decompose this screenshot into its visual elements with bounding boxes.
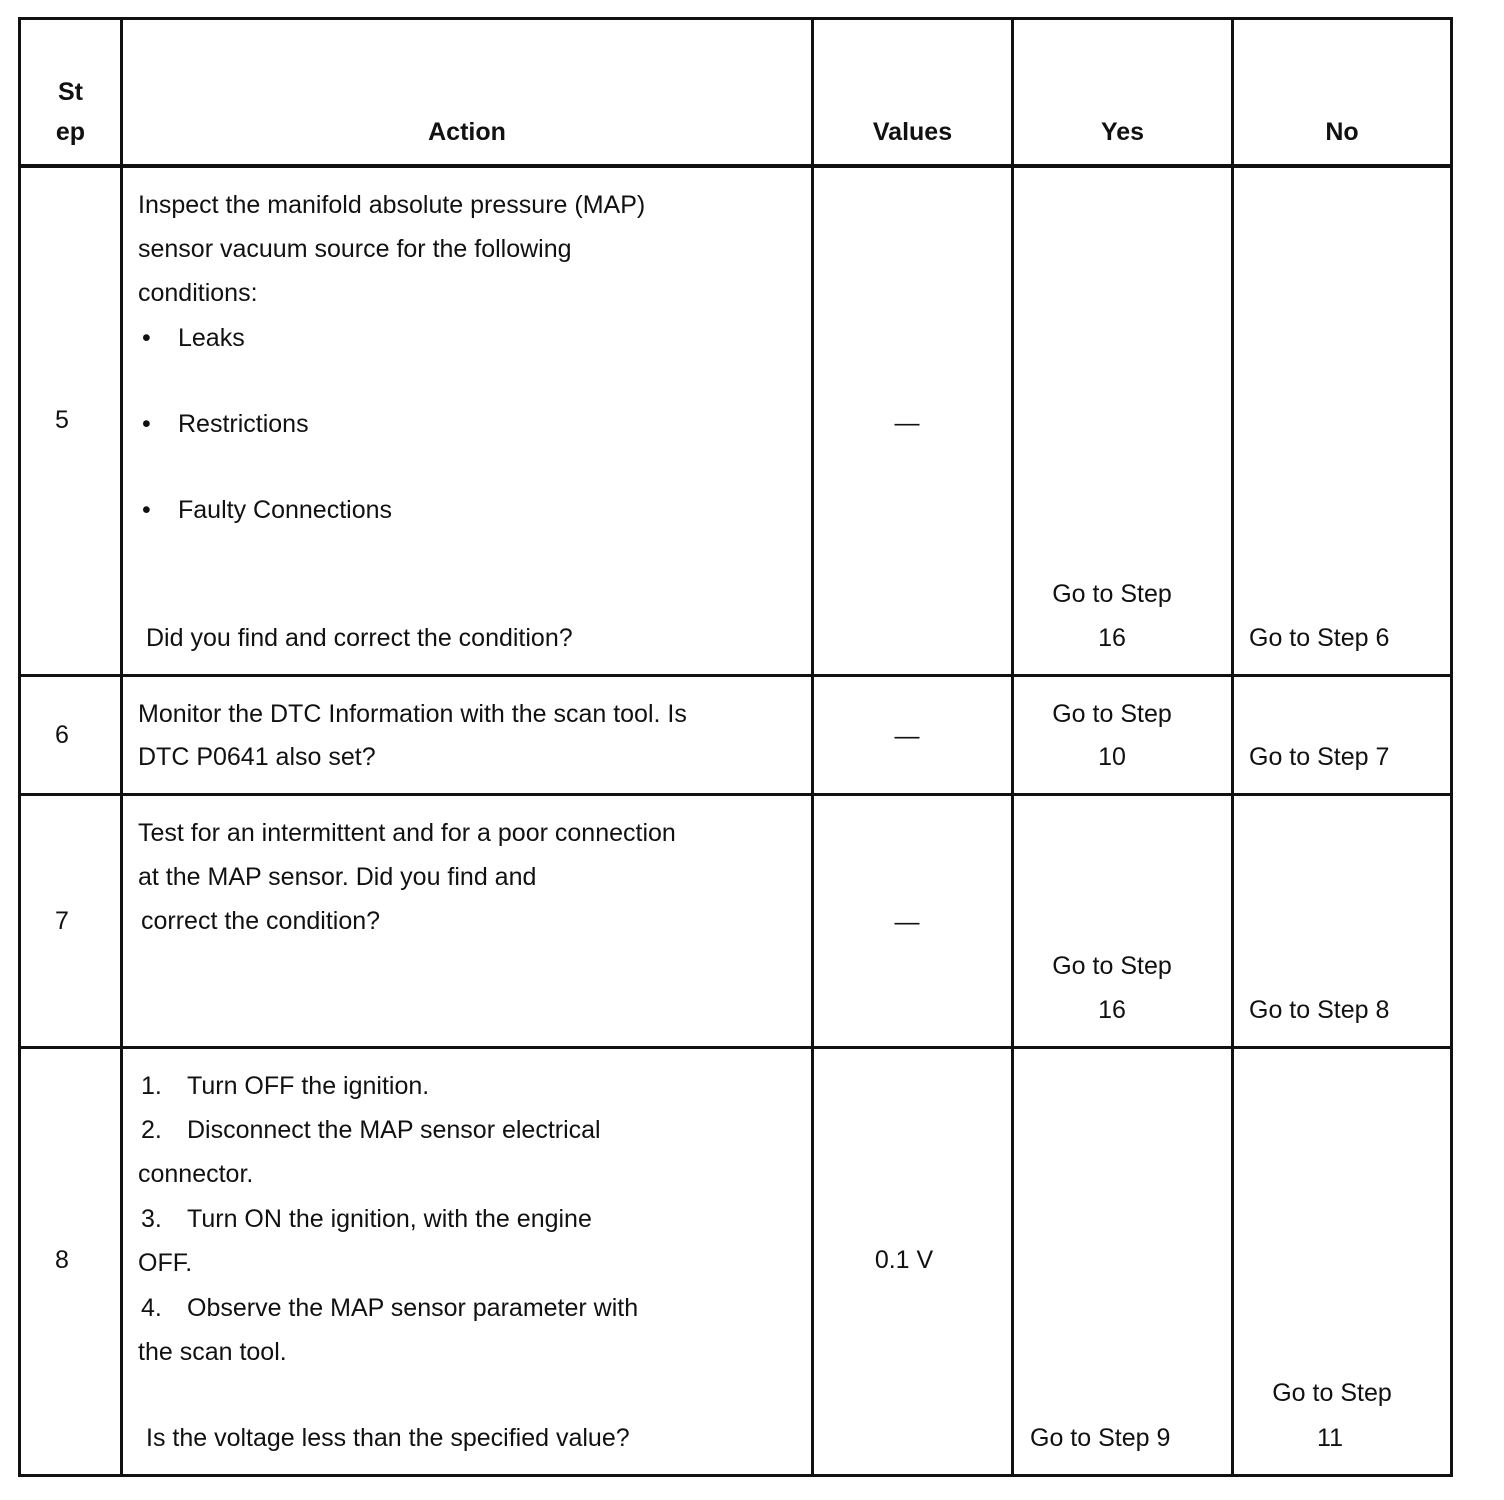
action-text: correct the condition? xyxy=(141,907,381,935)
action-question: Did you find and correct the condition? xyxy=(146,624,573,652)
action-question: Is the voltage less than the specified value? xyxy=(146,1424,630,1452)
list-item-continued: OFF. xyxy=(138,1249,193,1277)
action-text: at the MAP sensor. Did you find and xyxy=(138,863,537,891)
bullet-icon: • xyxy=(142,324,151,352)
header-step-line2: ep xyxy=(55,118,86,146)
bullet-icon: • xyxy=(142,410,151,438)
list-item: Disconnect the MAP sensor electrical xyxy=(187,1116,601,1144)
step-number: 6 xyxy=(55,721,69,749)
row-divider xyxy=(18,793,1453,796)
header-action: Action xyxy=(428,118,506,146)
yes-cell: Go to Step xyxy=(1052,580,1172,608)
values-cell: — xyxy=(894,409,920,437)
row-divider xyxy=(18,674,1453,677)
step-number: 8 xyxy=(55,1246,69,1274)
action-text: Inspect the manifold absolute pressure (MAP) xyxy=(138,191,646,219)
list-item-continued: the scan tool. xyxy=(138,1338,287,1366)
yes-cell: 10 xyxy=(1098,743,1126,771)
row-divider xyxy=(18,1046,1453,1049)
bullet-icon: • xyxy=(142,496,151,524)
yes-cell: Go to Step xyxy=(1052,952,1172,980)
table-border-right xyxy=(1450,17,1453,1477)
action-text: conditions: xyxy=(138,279,258,307)
list-number: 4. xyxy=(141,1294,162,1322)
list-item-continued: connector. xyxy=(138,1160,254,1188)
yes-cell: Go to Step xyxy=(1052,700,1172,728)
no-cell: Go to Step 6 xyxy=(1249,624,1390,652)
list-number: 1. xyxy=(141,1072,162,1100)
step-number: 7 xyxy=(55,907,69,935)
header-no: No xyxy=(1325,118,1359,146)
list-number: 2. xyxy=(141,1116,162,1144)
header-values: Values xyxy=(872,118,953,146)
no-cell: 11 xyxy=(1317,1424,1343,1452)
list-number: 3. xyxy=(141,1205,162,1233)
yes-cell: Go to Step 9 xyxy=(1030,1424,1171,1452)
action-text: Monitor the DTC Information with the scan tool. Is xyxy=(138,700,687,728)
list-item: Observe the MAP sensor parameter with xyxy=(187,1294,639,1322)
bullet-item: Restrictions xyxy=(178,410,309,438)
action-text: DTC P0641 also set? xyxy=(138,743,376,771)
bullet-item: Leaks xyxy=(178,324,245,352)
values-cell: 0.1 V xyxy=(874,1246,934,1274)
yes-cell: 16 xyxy=(1098,624,1126,652)
table-border-bottom xyxy=(18,1474,1453,1477)
header-step-line1: St xyxy=(58,78,83,106)
bullet-item: Faulty Connections xyxy=(178,496,393,524)
list-item: Turn OFF the ignition. xyxy=(187,1072,430,1100)
no-cell: Go to Step xyxy=(1272,1379,1392,1407)
step-number: 5 xyxy=(55,406,69,434)
header-divider xyxy=(18,164,1453,168)
table-border-top xyxy=(18,17,1453,20)
no-cell: Go to Step 7 xyxy=(1249,743,1390,771)
yes-cell: 16 xyxy=(1098,996,1126,1024)
action-text: sensor vacuum source for the following xyxy=(138,235,572,263)
no-cell: Go to Step 8 xyxy=(1249,996,1390,1024)
list-item: Turn ON the ignition, with the engine xyxy=(187,1205,592,1233)
action-text: Test for an intermittent and for a poor connection xyxy=(138,819,676,847)
values-cell: — xyxy=(894,722,920,750)
values-cell: — xyxy=(894,908,920,936)
column-divider xyxy=(1231,17,1234,1477)
column-divider xyxy=(120,17,123,1477)
header-yes: Yes xyxy=(1100,118,1145,146)
